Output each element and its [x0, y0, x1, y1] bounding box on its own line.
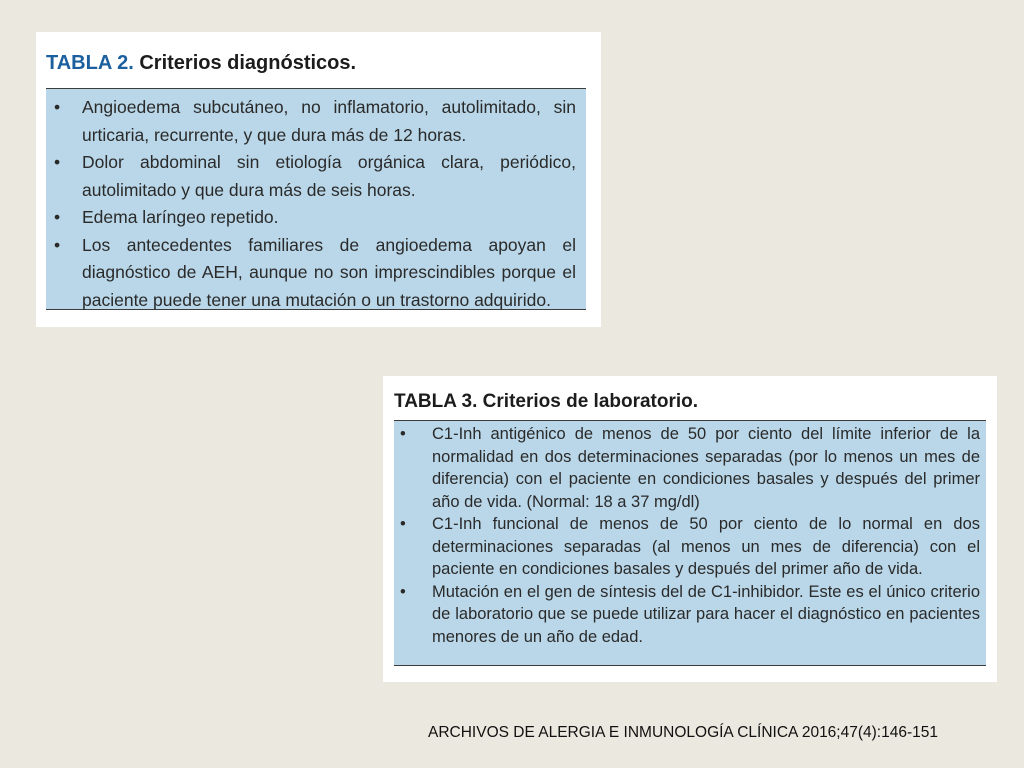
tabla-2-title — [46, 52, 356, 75]
list-item — [54, 94, 576, 149]
bullet-icon: • — [54, 152, 61, 172]
tabla-2-number: TABLA 2. — [46, 52, 134, 74]
bullet-icon: • — [400, 582, 406, 601]
tabla-2-body — [46, 88, 586, 310]
list-item — [54, 204, 576, 232]
bullet-icon: • — [400, 515, 406, 533]
criterion-text: C1-Inh antigénico de menos de 50 por ciento del límite inferior de la normalidad en dos determinaciones separadas (por lo menos un mes de diferencia) con el paciente en condiciones basales y después del primer año de vida. (Normal: 18 a 37 mg/dl) — [432, 425, 980, 511]
criterion-text: Dolor abdominal sin etiología orgánica clara, periódico, autolimitado y que dura más de seis horas. — [82, 152, 576, 200]
bullet-icon: • — [400, 425, 406, 443]
tabla-2-criteria-list — [46, 89, 586, 314]
tabla-3-title — [394, 391, 698, 413]
list-item — [54, 149, 576, 204]
criterion-text: Los antecedentes familiares de angioedema apoyan el diagnóstico de AEH, aunque no son imprescindibles porque el paciente puede tener una mutación o un trastorno adquirido. — [82, 234, 576, 310]
criterion-text: Edema laríngeo repetido. — [82, 207, 279, 227]
bullet-icon: • — [54, 234, 61, 255]
list-item — [400, 581, 980, 649]
tabla-3-body — [394, 420, 986, 666]
bullet-icon: • — [54, 97, 61, 117]
bullet-icon: • — [54, 207, 61, 227]
criterion-text: Angioedema subcutáneo, no inflamatorio, autolimitado, sin urticaria, recurrente, y que dura más de 12 horas. — [82, 97, 576, 145]
list-item — [400, 513, 980, 581]
citation: ARCHIVOS DE ALERGIA E INMUNOLOGÍA CLÍNICA 2016;47(4):146-151 — [428, 724, 938, 741]
criterion-text: C1-Inh funcional de menos de 50 por ciento de lo normal en dos determinaciones separadas (al menos un mes de diferencia) con el paciente en condiciones basales y después del primer año de vida. — [432, 515, 980, 578]
tabla-3-title-text: Criterios de laboratorio. — [482, 391, 699, 412]
tabla-3-card — [383, 376, 997, 682]
tabla-2-title-text: Criterios diagnósticos. — [139, 52, 357, 74]
criterion-text: Mutación en el gen de síntesis del de C1-inhibidor. Este es el único criterio de laboratorio que se puede utilizar para hacer el diagnóstico en pacientes menores de un año de edad. — [432, 582, 980, 646]
tabla-3-number: TABLA 3. — [394, 391, 478, 412]
tabla-3-criteria-list — [394, 421, 986, 648]
list-item — [400, 423, 980, 513]
tabla-2-card — [36, 32, 601, 327]
list-item — [54, 232, 576, 315]
